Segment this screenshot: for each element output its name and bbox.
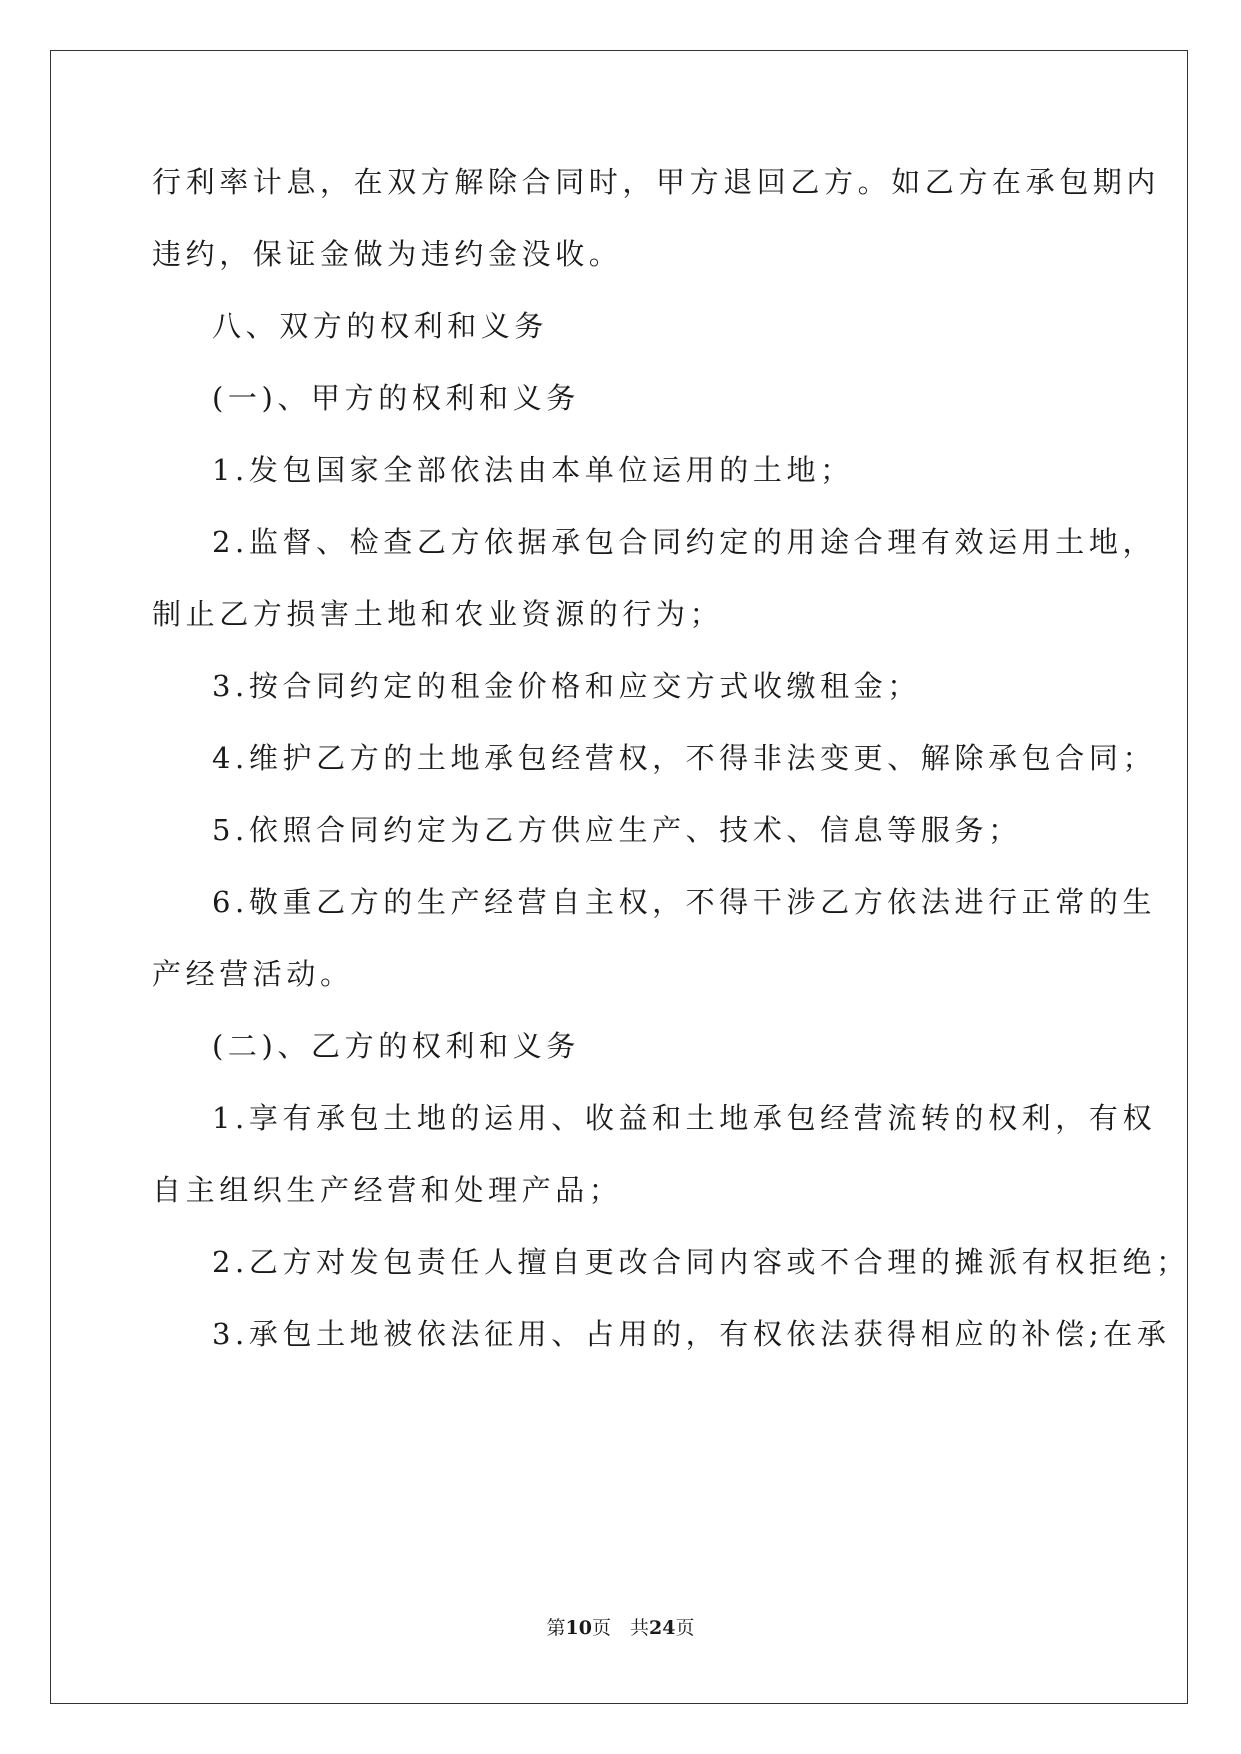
- list-item-continuation: 制止乙方损害土地和农业资源的行为；: [152, 597, 724, 631]
- total-pages: 24: [649, 1617, 676, 1639]
- list-item: 5.依照合同约定为乙方供应生产、技术、信息等服务；: [212, 813, 1022, 847]
- footer-middle: 页 共: [591, 1617, 649, 1639]
- page-border: [50, 50, 1188, 1704]
- list-item: 6.敬重乙方的生产经营自主权，不得干涉乙方依法进行正常的生: [212, 885, 1157, 919]
- subsection-heading: (二)、乙方的权利和义务: [212, 1029, 580, 1063]
- section-heading: 八、双方的权利和义务: [212, 309, 549, 343]
- footer-suffix: 页: [675, 1617, 695, 1639]
- list-item: 1.享有承包土地的运用、收益和土地承包经营流转的权利，有权: [212, 1101, 1157, 1135]
- page-footer: [0, 1616, 1241, 1640]
- paragraph-line: 违约，保证金做为违约金没收。: [152, 237, 623, 271]
- paragraph-line: 行利率计息，在双方解除合同时，甲方退回乙方。如乙方在承包期内: [152, 165, 1161, 199]
- page-number: 10: [565, 1617, 592, 1639]
- list-item-continuation: 自主组织生产经营和处理产品；: [152, 1173, 623, 1207]
- list-item-continuation: 产经营活动。: [152, 957, 354, 991]
- subsection-heading: (一)、甲方的权利和义务: [212, 381, 580, 415]
- list-item: 2.乙方对发包责任人擅自更改合同内容或不合理的摊派有权拒绝；: [212, 1245, 1190, 1279]
- list-item: 1.发包国家全部依法由本单位运用的土地；: [212, 453, 854, 487]
- list-item: 3.承包土地被依法征用、占用的，有权依法获得相应的补偿;在承: [212, 1317, 1171, 1351]
- footer-prefix: 第: [546, 1617, 566, 1639]
- list-item: 2.监督、检查乙方依据承包合同约定的用途合理有效运用土地，: [212, 525, 1157, 559]
- list-item: 4.维护乙方的土地承包经营权，不得非法变更、解除承包合同；: [212, 741, 1157, 775]
- list-item: 3.按合同约定的租金价格和应交方式收缴租金；: [212, 669, 921, 703]
